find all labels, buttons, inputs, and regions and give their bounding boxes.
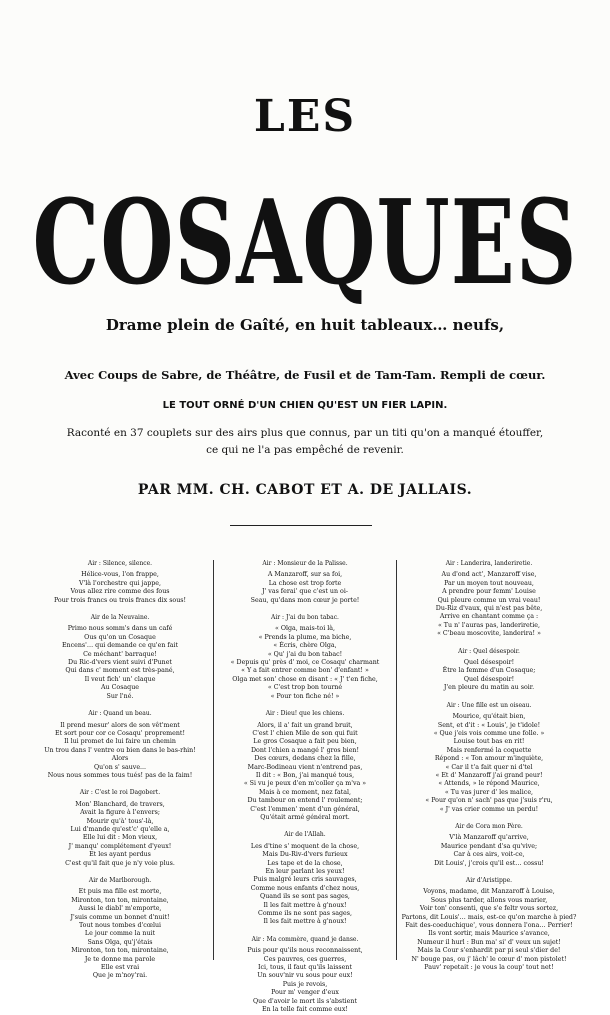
verse-line: « C'est trop bon tourné [267, 684, 343, 692]
subtitle: Drame plein de Gaîté, en huit tableaux… neufs, [105, 316, 505, 334]
song-column-3 [398, 560, 580, 972]
verse-line: Pauv' repetait : je vous la coup' tout net! [424, 964, 554, 972]
verse-line: Un trou dans l' ventre ou bien dans le bas-rhin! [44, 746, 196, 754]
air-heading: Air : J'ai du bon tabac. [271, 614, 339, 622]
verse-line: Elle lui dit : Mon vieux, [82, 834, 158, 842]
verse-line: Louise tout bas en rit! [453, 738, 525, 746]
title-les: LES [253, 91, 357, 142]
verse-line: Comme ils ne sont pas sages, [258, 910, 352, 918]
verse-line: Au Cosaque [100, 684, 139, 692]
verse-line: Hélice-vous, l'on frappe, [81, 571, 159, 579]
verse-line: Quel désespoir! [463, 659, 515, 667]
verse-line: « Y a fait entrer comme bon' d'enfant! » [241, 667, 369, 675]
air-heading: Air de l'Allah. [284, 831, 326, 839]
verse-line: Tout nous tombes d'cœlui [78, 922, 162, 930]
air-heading: Air de la Neuvaine. [90, 614, 150, 622]
verse-line: Olga met son' chose en disant : « J' t'en fiche, [232, 675, 378, 683]
verse-line: Qu'on s' sauve... [93, 763, 147, 771]
verse-line: A Manzaroff, sur sa foi, [267, 571, 343, 579]
verse-line: Voir ton' consenti, que s'e feltr vous sortez, [419, 905, 559, 913]
verse-line: « Attends, » le répond Maurice, [438, 780, 540, 788]
verse-line: Aussi le diabl' m'emporte, [78, 905, 162, 913]
verse-line: Elle est vrai [100, 964, 140, 972]
title-cosaques: COSAQUES [32, 173, 578, 311]
verse-line: Maurice pendant d'sa qu'vive; [440, 842, 538, 850]
verse-line: Vous allez rire comme des fous [70, 588, 170, 596]
verse-line: Arrive en chantant comme ça : [439, 613, 539, 621]
separator-rule [230, 525, 372, 526]
verse-line: « J' vas crier comme un perdu! [439, 805, 539, 813]
air-heading: Air : Monsieur de la Palisse. [262, 560, 348, 567]
verse-line: « Tu n' l'auras pas, landeriretie, [437, 621, 541, 629]
verse-line: « Et d' Manzaroff j'ai grand peur! [435, 771, 543, 779]
couplets-line-2: ce qui ne l'a pas empêché de revenir. [206, 444, 404, 456]
verse-line: Nous nous sommes tous tués! pas de la faim! [47, 771, 193, 779]
verse-line: Il les fait mettre à g'noux! [263, 901, 347, 909]
air-heading: Air : Dieu! que les chiens. [265, 710, 345, 718]
verse-line: Quand ils se sont pas sages, [260, 893, 350, 901]
verse-line: Sur l'né. [106, 692, 134, 700]
verse-line: V'là Manzaroff qu'arrive, [449, 834, 529, 842]
verse-line: Alors [111, 755, 129, 763]
verse-line: Ils vont sortir, mais Maurice s'avance, [428, 930, 550, 938]
verse-line: C'est qu'il fait que je n'y voie plus. [65, 859, 175, 867]
verse-line: Du Ric-d'vers vient suivi d'Punet [68, 659, 172, 667]
verse-line: Il les fait mettre à g'noux! [263, 918, 347, 926]
verse-line: Un souv'nir vu sous pour eux! [257, 972, 353, 980]
verse-line: Ce méchant' barraque! [83, 650, 157, 658]
verse-line: Voyons, madame, dit Manzaroff à Louise, [423, 888, 555, 896]
verse-line: Fait des-coeduchique', vous donnera l'ona… Perrier! [405, 922, 573, 930]
verse-line: Il lui promet de lui faire un chemin [64, 738, 176, 746]
verse-line: Le jour comme la nuit [84, 930, 156, 938]
verse-line: Ous qu'on un Cosaque [84, 633, 156, 641]
verse-line: Au d'ond act', Manzaroff vise, [441, 571, 537, 579]
verse-line: Mourice, qu'était bien, [452, 713, 526, 721]
verse-line: « Pour qu'on n' sach' pas que j'suis r'ru, [425, 797, 553, 805]
verse-line: Alors, il a' fait un grand bruit, [257, 721, 353, 729]
verse-line: Qui dans c' moment est très-pané, [65, 667, 175, 675]
verse-line: Je te donne ma parole [84, 955, 156, 963]
verse-line: Être la femme d'un Cosaque; [442, 667, 536, 675]
verse-line: En leur parlant les yeux! [265, 868, 345, 875]
verse-line: Pour trois francs ou trois francs dix sous! [53, 596, 187, 604]
verse-line: A prendre pour femm' Louise [442, 588, 536, 596]
song-column-2 [213, 560, 397, 1014]
verse-line: Les d'tine s' moquent de la chose, [250, 842, 360, 850]
verse-line: N' bouge pas, ou j' lâch' le cœur d' mon pistolet! [411, 955, 567, 963]
verse-line: Marc-Bodineau vient n'entrend pas, [247, 763, 363, 771]
verse-line: Sans Olga, qu'j'étais [87, 938, 153, 946]
verse-line: Quel désespoir! [463, 675, 515, 683]
verse-line: Lui d'mande qu'est'c' qu'elle a, [70, 825, 170, 833]
verse-line: Puis pour qu'ils nous reconnaissent, [247, 947, 363, 955]
verse-line: Répond : « Ton amour m'inquiète, [434, 755, 544, 763]
verse-line: En la telle fait comme eux! [262, 1006, 348, 1014]
verse-line: Et les ayant perdus [89, 851, 151, 859]
verse-line: Seau, qu'dans mon cœur je porte! [250, 596, 360, 604]
song-column-1 [30, 560, 210, 980]
verse-line: Qu'était armé général mort. [260, 813, 350, 821]
verse-line: Pour m' venger d'eux [271, 989, 339, 997]
verse-line: « Depuis qu' près d' moi, ce Cosaqu' charmant [230, 659, 380, 667]
air-heading: Air : C'est le roi Dagobert. [79, 789, 161, 797]
verse-line: « Que j'eis vois comme une folle. » [433, 729, 545, 737]
verse-line: Les tape et de la chose, [267, 859, 343, 867]
air-heading: Air : Ma commère, quand je danse. [251, 935, 359, 943]
verse-line: « Si vu je peux d'en m'coller ça m'va » [243, 780, 367, 788]
verse-line: Que d'avoir le mort ils s'abstient [253, 997, 357, 1005]
air-heading: Air : Silence, silence. [87, 560, 153, 567]
verse-line: Mon' Blanchard, de travers, [75, 800, 165, 808]
verse-line: « C'beau moscovite, landerira! » [437, 630, 541, 638]
verse-line: Il prend mesur' alors de son vêt'ment [60, 721, 180, 729]
verse-line: Mironton, ton ton, mirontaine, [71, 896, 169, 904]
verse-line: Dont l'chien a mangé l' gros bien! [250, 746, 359, 754]
verse-line: Mais Du-Riv-d'vers furieux [262, 851, 348, 859]
verse-line: Qui pleure comme un vrai veau! [437, 596, 541, 604]
verse-line: J'suis comme un bonnet d'nuit! [70, 913, 170, 921]
verse-line: Il dit : « Bon, j'ai manqué tous, [255, 771, 355, 779]
verse-line: Et puis ma fille est morte, [78, 888, 162, 896]
verse-line: Par un moyen tout nouveau, [444, 579, 534, 587]
verse-line: Partons, dit Louis'… mais, est-ce qu'on marche à pied? [401, 913, 577, 921]
verse-line: V'là l'orchestre qui jappe, [78, 579, 161, 587]
verse-line: Encens'… qui demande ce qu'en fait [61, 642, 179, 650]
verse-line: Mais la Cour s'enhardit par pi seul s'dier de! [417, 947, 561, 955]
verse-line: Du-Riz d'vaux, qui n'est pas bête, [435, 605, 543, 613]
verse-line: Des cœurs, dedans chez la fille, [254, 755, 356, 763]
air-heading: Air : Landerira, landeriretie. [445, 560, 533, 567]
verse-line: « Car il t'a fait quer ni d'tel [445, 763, 533, 771]
verse-line: Primo nous somm's dans un café [67, 625, 173, 633]
air-heading: Air : Quand un beau. [88, 710, 152, 718]
verse-line: Et sort pour cor ce Cosaqu' proprement! [55, 729, 185, 737]
verse-line: J' vas ferai' que c'est un oi- [262, 588, 348, 596]
verse-line: Car à ces airs, voit-ce, [453, 851, 525, 859]
couplets-line-1: Raconté en 37 couplets sur des airs plus que connus, par un titi qu'on a manqué étouffer, [66, 427, 544, 439]
verse-line: « Prends la plume, ma biche, [258, 633, 352, 641]
verse-line: C'est l' chien Mile de son qui fuit [252, 729, 358, 737]
verse-line: Du tambour on entend l' roulement; [247, 797, 363, 805]
verse-line: Avait la figure à l'envers; [80, 809, 160, 817]
verse-line: Sous plus tarder, allons vous marier, [430, 896, 548, 904]
verse-line: Puis malgré leurs cris sauvages, [253, 876, 357, 884]
air-heading: Air : Quel désespoir. [458, 647, 520, 655]
verse-line: C'est l'emmen' ment d'un général, [250, 805, 360, 813]
verse-line: Ici, tous, il faut qu'ils laissent [258, 964, 352, 972]
verse-line: Mais renfermé la coquette [446, 746, 532, 754]
verse-line: Puis je revois, [282, 980, 328, 988]
verse-line: Comme nous enfants d'chez nous, [250, 884, 360, 892]
air-heading: Air : Une fille est un oiseau. [446, 701, 532, 709]
air-heading: Air de Cora mon Père. [455, 822, 523, 830]
verse-line: Dit Louis', j'crois qu'il est… cossu! [434, 859, 544, 867]
verse-line: « Pour ton fiche né! » [270, 692, 340, 700]
verse-line: Que je m'noy'rai. [92, 972, 148, 980]
description-line: Avec Coups de Sabre, de Théâtre, de Fusil et de Tam-Tam. Rempli de cœur. [64, 368, 546, 382]
verse-line: « Tu vas jurer d' les malice, [444, 788, 534, 796]
verse-line: « Qu' j'ai du bon tabac! [267, 650, 343, 658]
verse-line: J'en pleure du matin au soir. [443, 684, 535, 692]
authors: PAR MM. CH. CABOT ET A. DE JALLAIS. [137, 482, 473, 498]
air-heading: Air d'Aristippe. [465, 877, 513, 884]
verse-line: Ces pauvres, ces guerres, [263, 955, 347, 963]
couplets-line [0, 425, 610, 459]
verse-line: La chose est trop forte [268, 579, 342, 587]
verse-line: « Écris, chère Olga, [273, 642, 337, 650]
verse-line: Le gros Cosaque a fait peu bien, [253, 738, 357, 746]
verse-line: Il veut fich' un' claque [84, 675, 156, 683]
verse-line: Numeur il hurl : Bun ma' si' d' veux un sujet! [417, 938, 561, 946]
verse-line: Mais à ce moment, nez fatal, [259, 788, 351, 796]
verse-line: J' manqu' complétement d'yeux! [68, 842, 172, 850]
verse-line: Mironton, ton ton, mirontaine, [71, 947, 169, 955]
verse-line: Mourir qu'à' tous'-là, [86, 817, 154, 825]
dog-line: LE TOUT ORNÉ D'UN CHIEN QU'EST UN FIER LAPIN. [162, 400, 448, 411]
air-heading: Air de Marlborough. [88, 877, 152, 884]
verse-line: Sent, et d'it : « Louis', je t'idole! [437, 721, 541, 729]
verse-line: « Olga, mais-toi là, [274, 625, 336, 633]
